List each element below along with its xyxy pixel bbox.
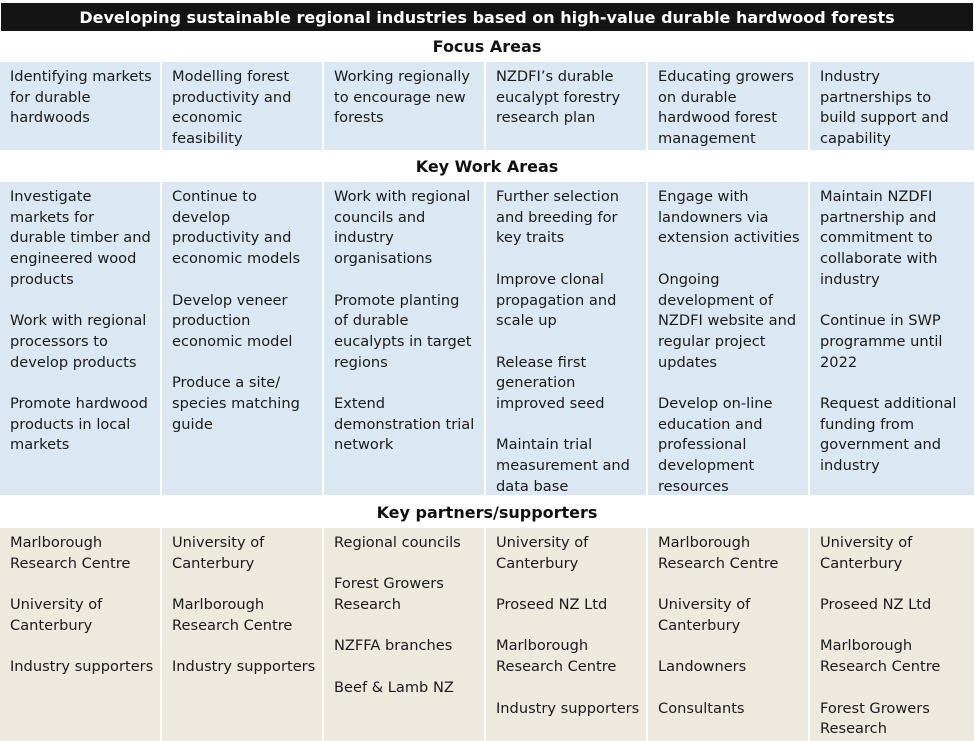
work-item: Work with regional councils and industry organisations xyxy=(334,188,471,268)
work-item: Improve clonal propagation and scale up xyxy=(496,270,617,330)
partners-item: Marlborough Research Centre xyxy=(496,637,617,676)
work-cell xyxy=(0,182,160,495)
work-item: Maintain trial measurement and data base xyxy=(496,436,630,495)
partners-item: Proseed NZ Ltd xyxy=(820,596,932,614)
work-item: Maintain NZDFI partnership and commitment to collaborate with industry xyxy=(820,188,938,288)
focus-item: NZDFI’s durable eucalypt forestry research plan xyxy=(496,68,621,127)
partners-item: Forest Growers Research xyxy=(334,575,444,614)
work-item: Produce a site/ species matching guide xyxy=(172,374,300,433)
partners-cell xyxy=(486,528,646,741)
key-partners-heading: Key partners/supporters xyxy=(376,503,598,522)
focus-cell xyxy=(324,62,484,150)
partners-item: University of Canterbury xyxy=(496,534,589,572)
work-cell xyxy=(648,182,808,495)
partners-item: Proseed NZ Ltd xyxy=(496,596,608,614)
work-item: Work with regional processors to develop products xyxy=(10,312,147,371)
partners-cell xyxy=(162,528,322,741)
partners-item: Beef & Lamb NZ xyxy=(334,678,454,696)
work-cell xyxy=(324,182,484,495)
partners-item: Regional councils xyxy=(334,534,461,551)
work-item: Promote hardwood products in local markets xyxy=(10,395,148,454)
work-item: Further selection and breeding for key traits xyxy=(496,188,620,247)
work-item: Engage with landowners via extension activities xyxy=(658,188,800,247)
partners-item: Marlborough Research Centre xyxy=(820,637,941,676)
focus-cell xyxy=(0,62,160,150)
work-item: Request additional funding from government and industry xyxy=(820,395,957,475)
focus-item: Modelling forest productivity and economic feasibility xyxy=(172,68,292,148)
partners-cell xyxy=(810,528,974,741)
partners-item: Industry supporters xyxy=(10,658,154,676)
partners-cell xyxy=(648,528,808,741)
partners-item: University of Canterbury xyxy=(172,534,265,572)
work-cell xyxy=(162,182,322,495)
work-item: Develop on-line education and professional development resources xyxy=(658,395,773,495)
work-item: Promote planting of durable eucalypts in target regions xyxy=(334,291,472,371)
focus-item: Industry partnerships to build support and capability xyxy=(820,68,949,148)
work-item: Extend demonstration trial network xyxy=(334,395,475,454)
key-work-areas-heading: Key Work Areas xyxy=(415,157,559,176)
work-item: Develop veneer production economic model xyxy=(172,291,293,350)
work-item: Investigate markets for durable timber and engineered wood products xyxy=(10,188,151,288)
partners-item: Landowners xyxy=(658,658,747,676)
work-item: Release first generation improved seed xyxy=(496,353,605,412)
partners-item: Marlborough Research Centre xyxy=(172,596,293,634)
focus-cell xyxy=(648,62,808,150)
work-item: Continue in SWP programme until 2022 xyxy=(820,312,943,371)
work-cell xyxy=(486,182,646,495)
focus-areas-heading: Focus Areas xyxy=(432,37,542,56)
table-title: Developing sustainable regional industries based on high-value durable hardwood forests xyxy=(1,3,973,31)
partners-item: Marlborough Research Centre xyxy=(658,534,779,572)
focus-areas-row xyxy=(0,62,974,150)
focus-cell xyxy=(810,62,974,150)
partners-item: Industry supporters xyxy=(496,699,640,717)
partners-cell xyxy=(324,528,484,741)
partners-item: University of Canterbury xyxy=(10,596,103,634)
partners-item: Industry supporters xyxy=(172,658,316,676)
focus-item: Identifying markets for durable hardwoods xyxy=(10,68,152,127)
partners-item: Marlborough Research Centre xyxy=(10,534,131,572)
key-work-areas-row xyxy=(0,182,974,495)
focus-item: Working regionally to encourage new forests xyxy=(334,68,471,127)
partners-cell xyxy=(0,528,160,741)
partners-item: Consultants xyxy=(658,699,745,717)
work-cell xyxy=(810,182,974,495)
focus-item: Educating growers on durable hardwood forest management xyxy=(658,68,795,148)
partners-item: NZFFA branches xyxy=(334,637,453,655)
work-item: Ongoing development of NZDFI website and regular project updates xyxy=(658,270,797,371)
key-partners-row xyxy=(0,528,974,741)
focus-cell xyxy=(162,62,322,150)
focus-cell xyxy=(486,62,646,150)
partners-item: University of Canterbury xyxy=(658,596,751,634)
partners-item: University of Canterbury xyxy=(820,534,913,572)
work-item: Continue to develop productivity and economic models xyxy=(172,188,301,268)
partners-item: Forest Growers Research xyxy=(820,699,930,738)
